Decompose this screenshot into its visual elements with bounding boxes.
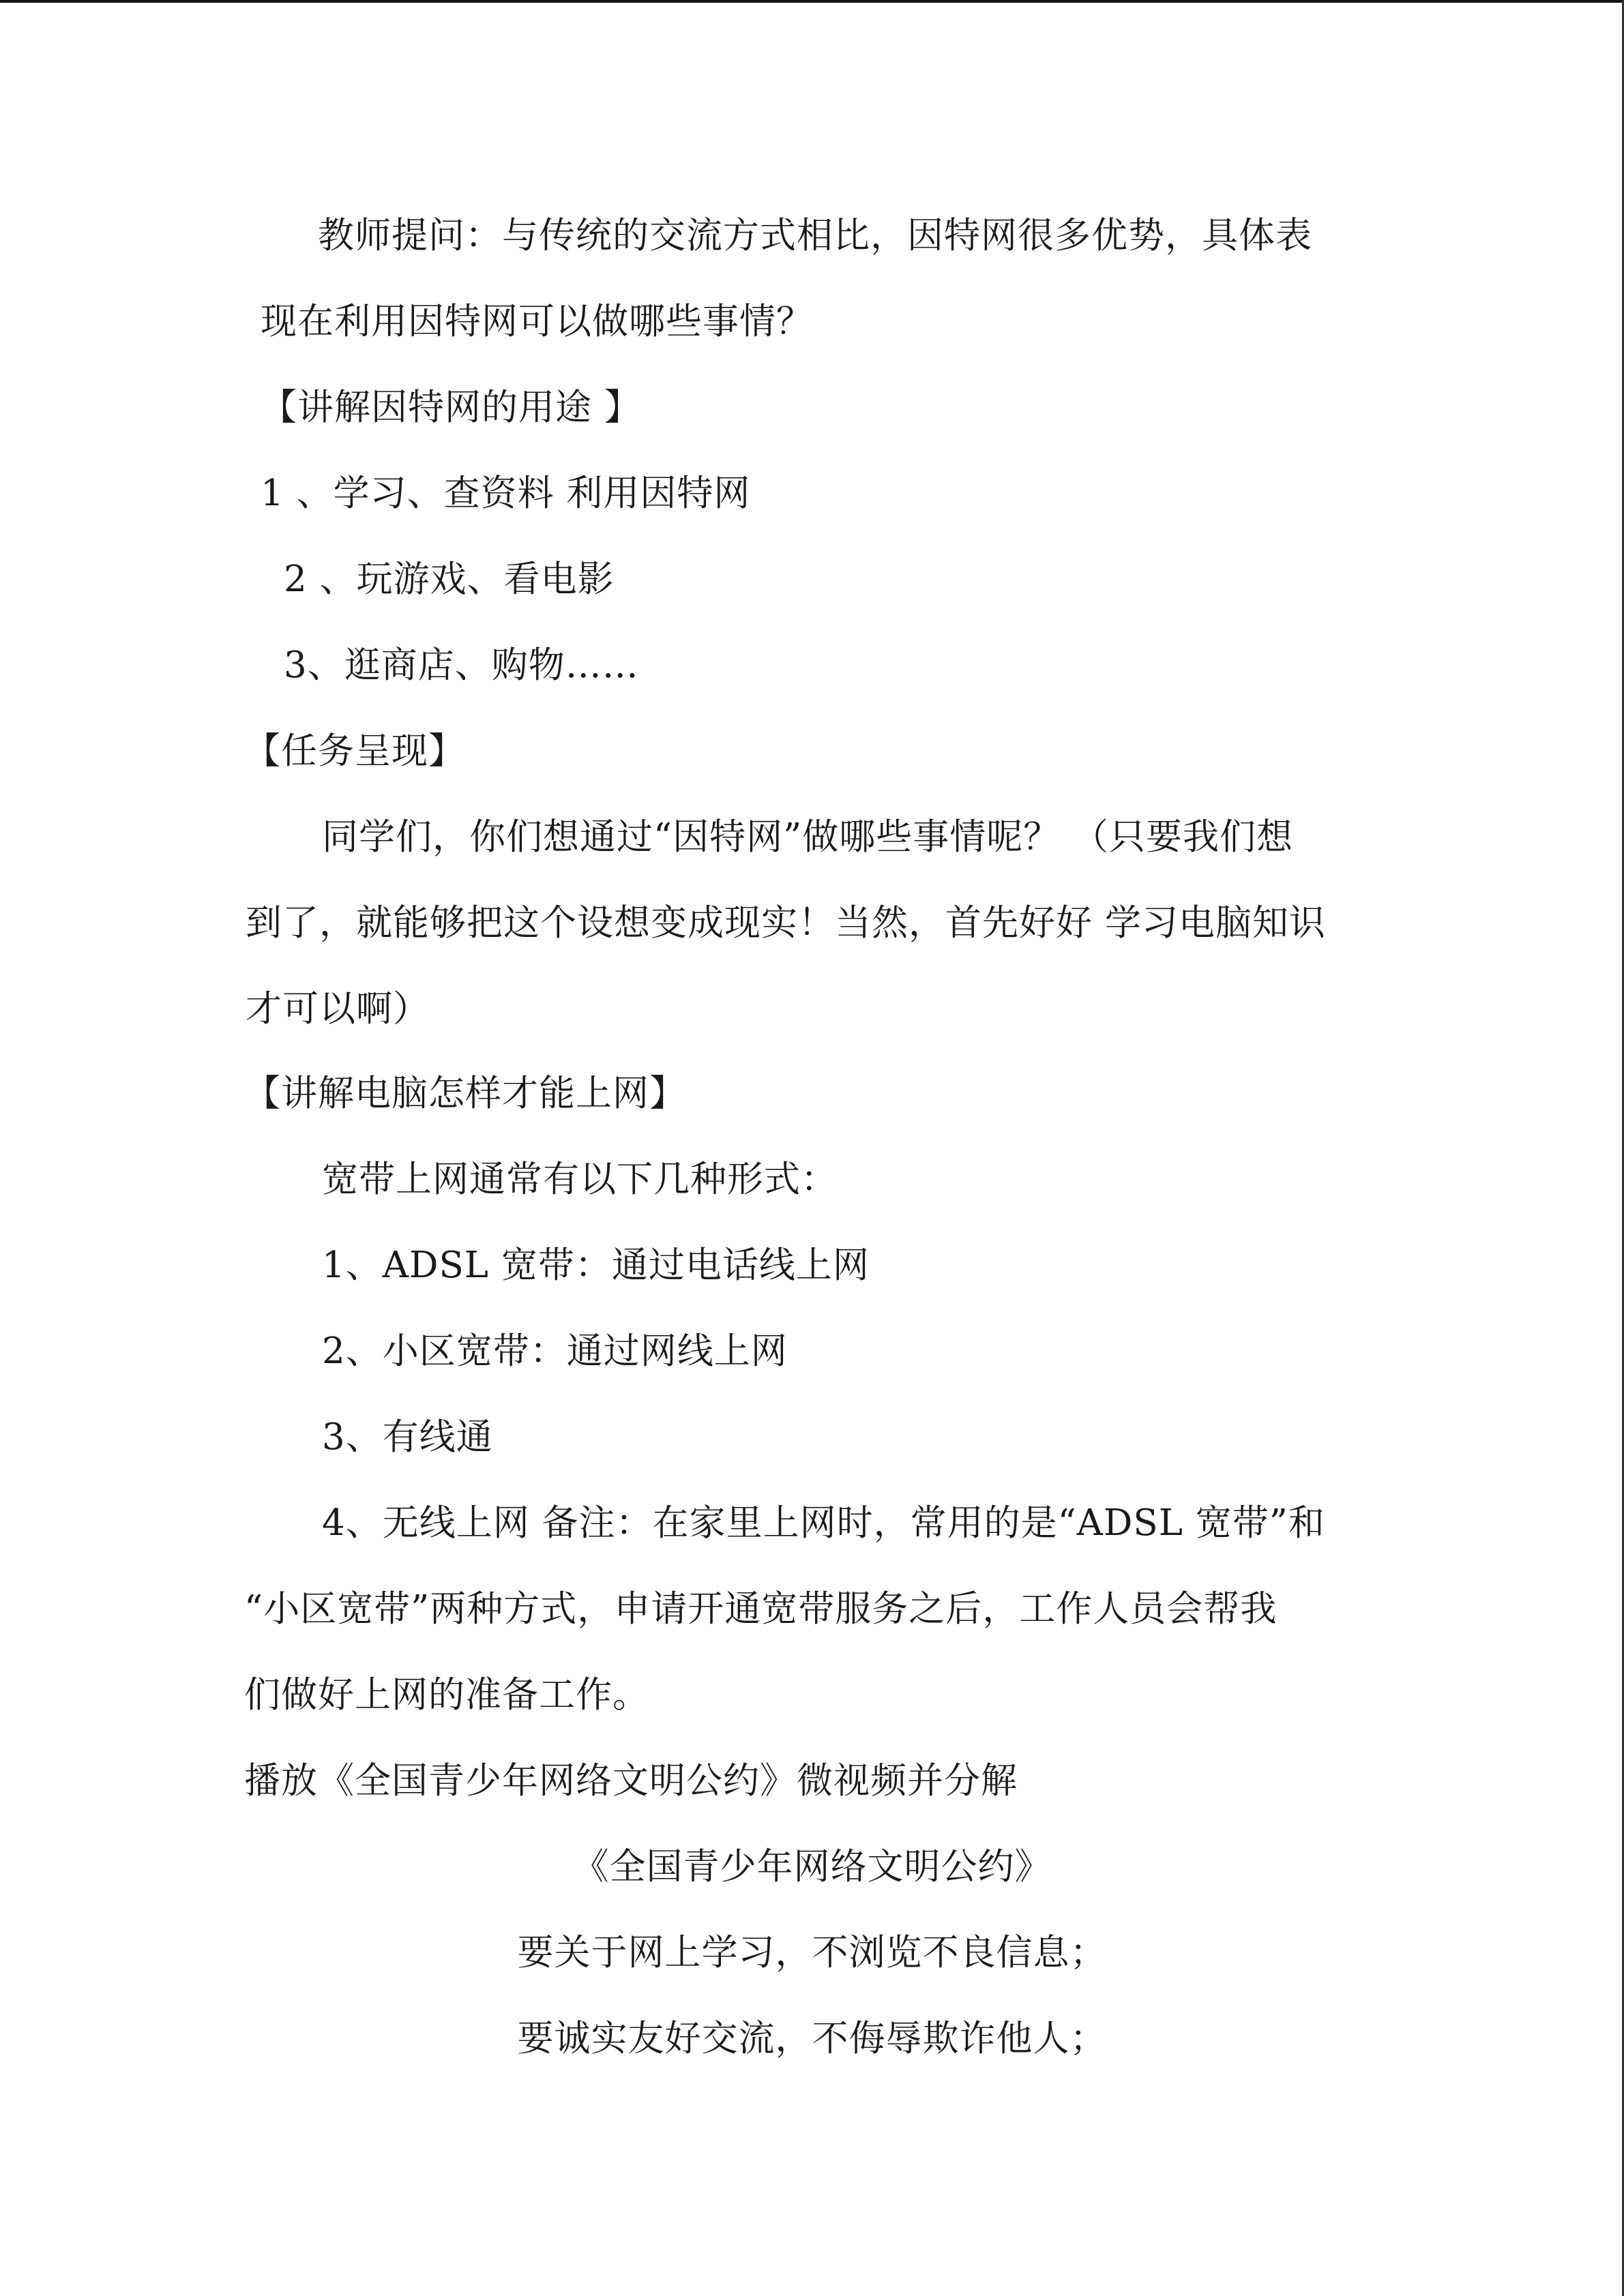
list-item-community-broadband: 2、小区宽带：通过网线上网 [322, 1330, 788, 1372]
list-item-2: 2 、玩游戏、看电影 [284, 558, 615, 600]
paragraph-line-6: 宽带上网通常有以下几种形式： [322, 1159, 838, 1200]
paragraph-line-5: 才可以啊） [246, 988, 430, 1030]
convention-item-1: 要关于网上学习，不浏览不良信息； [517, 1932, 1107, 1973]
convention-title: 《全国青少年网络文明公约》 [572, 1846, 1052, 1888]
paragraph-line-7: “小区宽带”两种方式，申请开通宽带服务之后，工作人员会帮我 [244, 1588, 1278, 1630]
paragraph-line-8: 们做好上网的准备工作。 [244, 1674, 649, 1716]
convention-item-2: 要诚实友好交流，不侮辱欺诈他人； [517, 2018, 1107, 2059]
paragraph-line-3: 同学们，你们想通过“因特网”做哪些事情呢？ （只要我们想 [322, 816, 1294, 858]
paragraph-line-2: 现在利用因特网可以做哪些事情？ [261, 301, 813, 342]
section-heading-how-to-connect: 【讲解电脑怎样才能上网】 [244, 1073, 686, 1114]
paragraph-line-1: 教师提问：与传统的交流方式相比，因特网很多优势，具体表 [318, 215, 1312, 256]
list-item-adsl: 1、ADSL 宽带：通过电话线上网 [322, 1244, 870, 1286]
list-item-1: 1 、学习、查资料 利用因特网 [261, 473, 751, 514]
list-item-3: 3、逛商店、购物…… [284, 644, 639, 686]
paragraph-line-9: 播放《全国青少年网络文明公约》微视频并分解 [244, 1760, 1018, 1802]
page-top-border [0, 0, 1624, 3]
list-item-cable: 3、有线通 [322, 1416, 493, 1458]
list-item-wireless: 4、无线上网 备注：在家里上网时，常用的是“ADSL 宽带”和 [322, 1502, 1325, 1544]
section-heading-task: 【任务呈现】 [244, 730, 465, 772]
paragraph-line-4: 到了，就能够把这个设想变成现实！当然，首先好好 学习电脑知识 [246, 902, 1326, 944]
section-heading-internet-uses: 【讲解因特网的用途 】 [261, 387, 641, 428]
